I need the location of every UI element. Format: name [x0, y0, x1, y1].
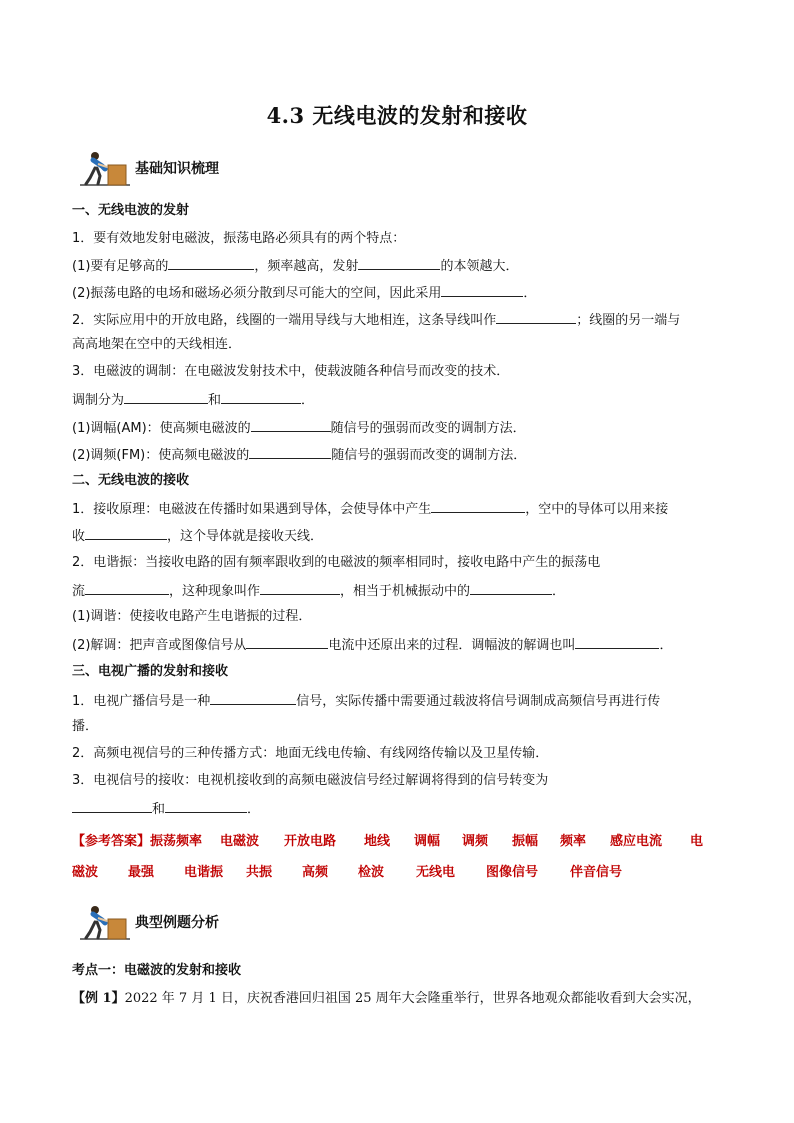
text-fragment: 调制分为	[72, 393, 125, 408]
heading-part2: 二、无线电波的接收	[72, 473, 190, 488]
text-fragment: ．	[552, 584, 566, 599]
text-fragment: ，这种现象叫作	[169, 584, 261, 599]
person-pushing-box-icon	[80, 148, 130, 188]
answer-item: 磁波	[72, 865, 99, 880]
text-line: 2．高频电视信号的三种传播方式：地面无线电传输、有线网络传输以及卫星传输．	[72, 746, 549, 761]
answer-item: 检波	[358, 865, 385, 880]
answer-item: 调幅	[414, 834, 441, 849]
answer-item: 电谐振	[184, 865, 224, 880]
heading-part3: 三、电视广播的发射和接收	[72, 664, 229, 679]
fill-blank	[431, 499, 525, 513]
answer-row-1	[72, 833, 732, 851]
answer-item: 图像信号	[486, 865, 539, 880]
text-line: 3．电视信号的接收：电视机接收到的高频电磁波信号经过解调将得到的信号转变为	[72, 773, 549, 788]
text-line	[72, 418, 732, 438]
text-fragment: ，相当于机械振动中的	[340, 584, 471, 599]
fill-blank	[165, 799, 247, 813]
answer-item: 【参考答案】振荡频率	[72, 834, 203, 849]
person-pushing-box-icon	[80, 902, 130, 942]
answer-item: 电磁波	[220, 834, 260, 849]
fill-blank	[575, 635, 659, 649]
fill-blank	[251, 418, 331, 432]
text-line: (1)调谐：使接收电路产生电谐振的过程．	[72, 609, 312, 624]
fill-blank	[496, 310, 576, 324]
fill-blank	[260, 581, 340, 595]
text-line	[72, 310, 732, 330]
text-line: 2．电谐振：当接收电路的固有频率跟收到的电磁波的频率相同时，接收电路中产生的振荡电	[72, 555, 601, 570]
text-line: 3．电磁波的调制：在电磁波发射技术中，使载波随各种信号而改变的技术．	[72, 364, 510, 379]
text-line	[72, 799, 732, 819]
example-text: 2022 年 7 月 1 日，庆祝香港回归祖国 25 周年大会隆重举行，世界各地观众都能收看到大会实况，	[124, 991, 701, 1006]
text-line	[72, 581, 732, 601]
text-fragment: 和	[208, 393, 222, 408]
text-fragment: ；线圈的另一端与	[576, 313, 681, 328]
text-line	[72, 635, 732, 655]
fill-blank	[221, 390, 301, 404]
section-header-basic	[80, 148, 320, 188]
text-fragment: 和	[152, 802, 166, 817]
example-tag: 【例 1】	[72, 991, 125, 1006]
text-line	[72, 526, 732, 546]
fill-blank	[246, 635, 328, 649]
text-fragment: 1．电视广播信号是一种	[72, 694, 211, 709]
answer-item: 电	[690, 834, 704, 849]
text-fragment: ，这个导体就是接收天线．	[167, 529, 324, 544]
text-fragment: 信号，实际传播中需要通过载波将信号调制成高频信号再进行传	[296, 694, 661, 709]
text-fragment: (2)振荡电路的电场和磁场必须分散到尽可能大的空间，因此采用	[72, 286, 442, 301]
fill-blank	[85, 581, 169, 595]
text-fragment: 随信号的强弱而改变的调制方法．	[330, 421, 526, 436]
answer-item: 地线	[364, 834, 391, 849]
section-label: 典型例题分析	[135, 915, 219, 931]
answer-item: 伴音信号	[570, 865, 623, 880]
section-label: 基础知识梳理	[135, 161, 219, 177]
text-fragment: (2)解调：把声音或图像信号从	[72, 638, 247, 653]
answer-item: 无线电	[416, 865, 456, 880]
fill-blank	[85, 526, 167, 540]
answer-row-2	[72, 864, 732, 882]
text-line	[72, 691, 732, 711]
text-line	[72, 390, 732, 410]
heading-part1: 一、无线电波的发射	[72, 203, 190, 218]
text-line: 播．	[72, 719, 99, 734]
answer-item: 最强	[128, 865, 155, 880]
text-line	[72, 499, 732, 519]
answer-item: 高频	[302, 865, 329, 880]
text-fragment: 流	[72, 584, 86, 599]
fill-blank	[470, 581, 552, 595]
answer-item: 共振	[246, 865, 273, 880]
text-fragment: 的本领越大．	[440, 259, 519, 274]
text-line	[72, 445, 732, 465]
kaodian-heading: 考点一：电磁波的发射和接收	[72, 963, 242, 978]
answer-item: 振幅	[512, 834, 539, 849]
text-fragment: 2．实际应用中的开放电路，线圈的一端用导线与大地相连，这条导线叫作	[72, 313, 497, 328]
answer-item: 感应电流	[610, 834, 663, 849]
answer-item: 调频	[462, 834, 489, 849]
fill-blank	[358, 256, 440, 270]
fill-blank	[124, 390, 208, 404]
text-fragment: ．	[247, 802, 261, 817]
text-line	[72, 283, 732, 303]
fill-blank	[168, 256, 254, 270]
text-fragment: 收	[72, 529, 86, 544]
text-fragment: 随信号的强弱而改变的调制方法．	[331, 448, 527, 463]
text-fragment: ．	[301, 393, 315, 408]
fill-blank	[72, 799, 152, 813]
text-fragment: ，频率越高，发射	[254, 259, 359, 274]
text-line: 高高地架在空中的天线相连．	[72, 337, 242, 352]
fill-blank	[441, 283, 523, 297]
text-fragment: 1．接收原理：电磁波在传播时如果遇到导体，会使导体中产生	[72, 502, 432, 517]
fill-blank	[210, 691, 296, 705]
answer-item: 频率	[560, 834, 587, 849]
text-line: 1．要有效地发射电磁波，振荡电路必须具有的两个特点：	[72, 231, 406, 246]
text-fragment: (1)调幅(AM)：使高频电磁波的	[72, 421, 251, 436]
text-fragment: ．	[523, 286, 537, 301]
fill-blank	[249, 445, 331, 459]
text-fragment: ，空中的导体可以用来接	[525, 502, 669, 517]
example-line	[72, 990, 732, 1008]
page-title: 4.3 无线电波的发射和接收	[266, 103, 528, 128]
section-header-examples	[80, 902, 320, 942]
text-fragment: (1)要有足够高的	[72, 259, 169, 274]
text-fragment: ．	[659, 638, 673, 653]
text-fragment: (2)调频(FM)：使高频电磁波的	[72, 448, 250, 463]
text-fragment: 电流中还原出来的过程．调幅波的解调也叫	[328, 638, 576, 653]
answer-item: 开放电路	[284, 834, 337, 849]
text-line	[72, 256, 732, 276]
